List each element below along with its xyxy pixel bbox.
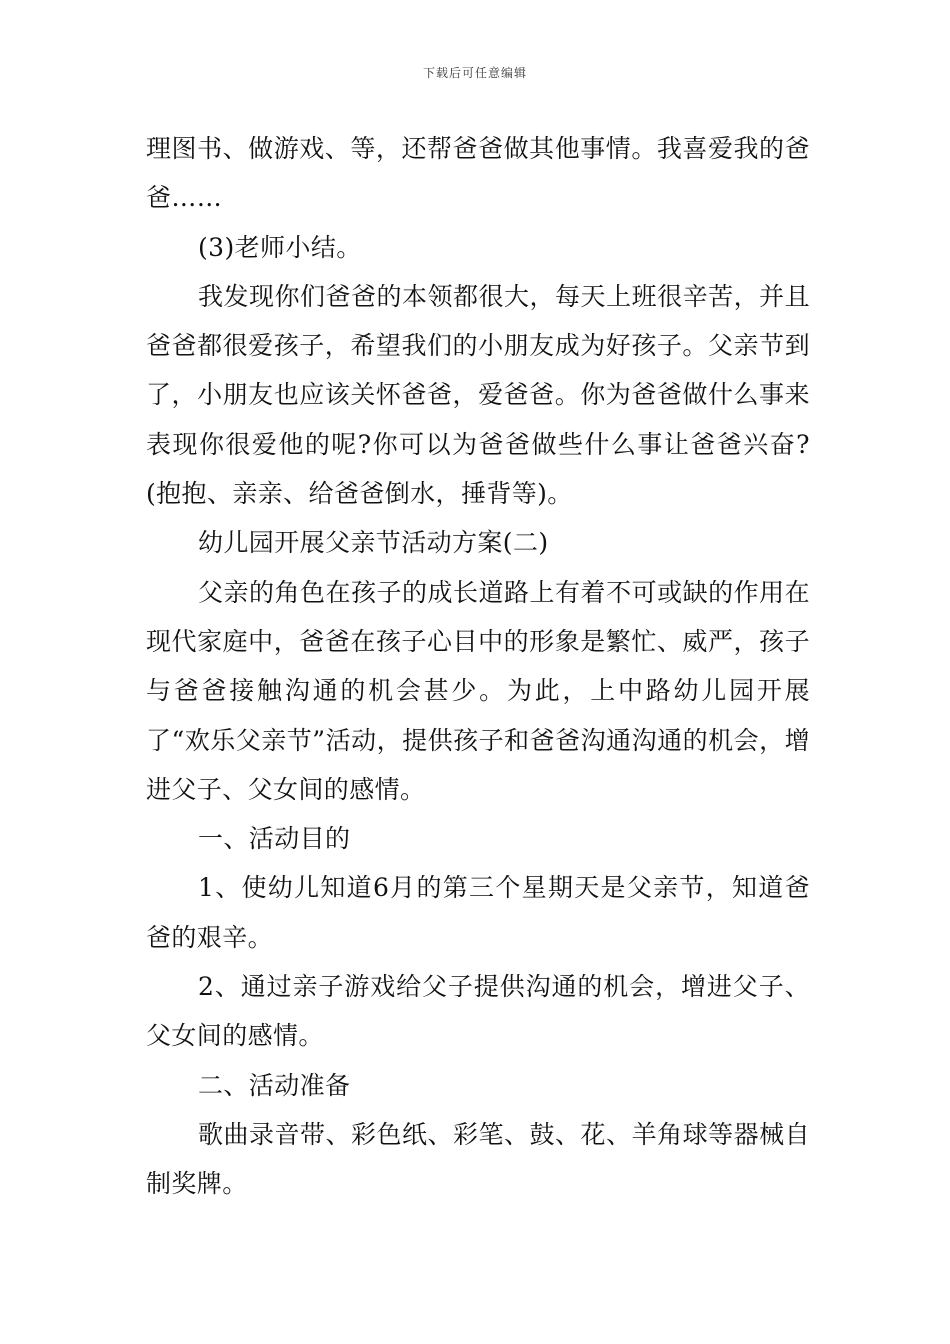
list-item-goal-1: 1、使幼儿知道6月的第三个星期天是父亲节，知道爸爸的艰辛。	[146, 873, 810, 952]
paragraph-teacher-summary: 我发现你们爸爸的本领都很大，每天上班很辛苦，并且爸爸都很爱孩子，希望我们的小朋友成为好孩子。父亲节到了，小朋友也应该关怀爸爸，爱爸爸。你为爸爸做什么事来表现你很爱他的呢?你可以为爸爸做些什么事让爸爸兴奋?(抱抱、亲亲、给爸爸倒水，捶背等)。	[146, 281, 810, 509]
section-title: 幼儿园开展父亲节活动方案(二)	[198, 528, 549, 558]
heading-activity-preparation: 二、活动准备	[198, 1070, 351, 1100]
paragraph-teacher-summary-heading: (3)老师小结。	[198, 232, 362, 262]
list-item-goal-2: 2、通过亲子游戏给父子提供沟通的机会，增进父子、父女间的感情。	[146, 972, 810, 1051]
document-body	[146, 124, 810, 1209]
paragraph-preparation: 歌曲录音带、彩色纸、彩笔、鼓、花、羊角球等器械自制奖牌。	[146, 1119, 810, 1199]
heading-activity-goals: 一、活动目的	[198, 824, 351, 854]
paragraph-intro: 父亲的角色在孩子的成长道路上有着不可或缺的作用在现代家庭中，爸爸在孩子心目中的形象是繁忙、威严，孩子与爸爸接触沟通的机会甚少。为此，上中路幼儿园开展了“欢乐父亲节”活动，提供孩子和爸爸沟通沟通的机会，增进父子、父女间的感情。	[146, 577, 810, 804]
page-header: 下载后可任意编辑	[422, 66, 527, 80]
paragraph-continuation: 理图书、做游戏、等，还帮爸爸做其他事情。我喜爱我的爸爸……	[146, 134, 810, 213]
